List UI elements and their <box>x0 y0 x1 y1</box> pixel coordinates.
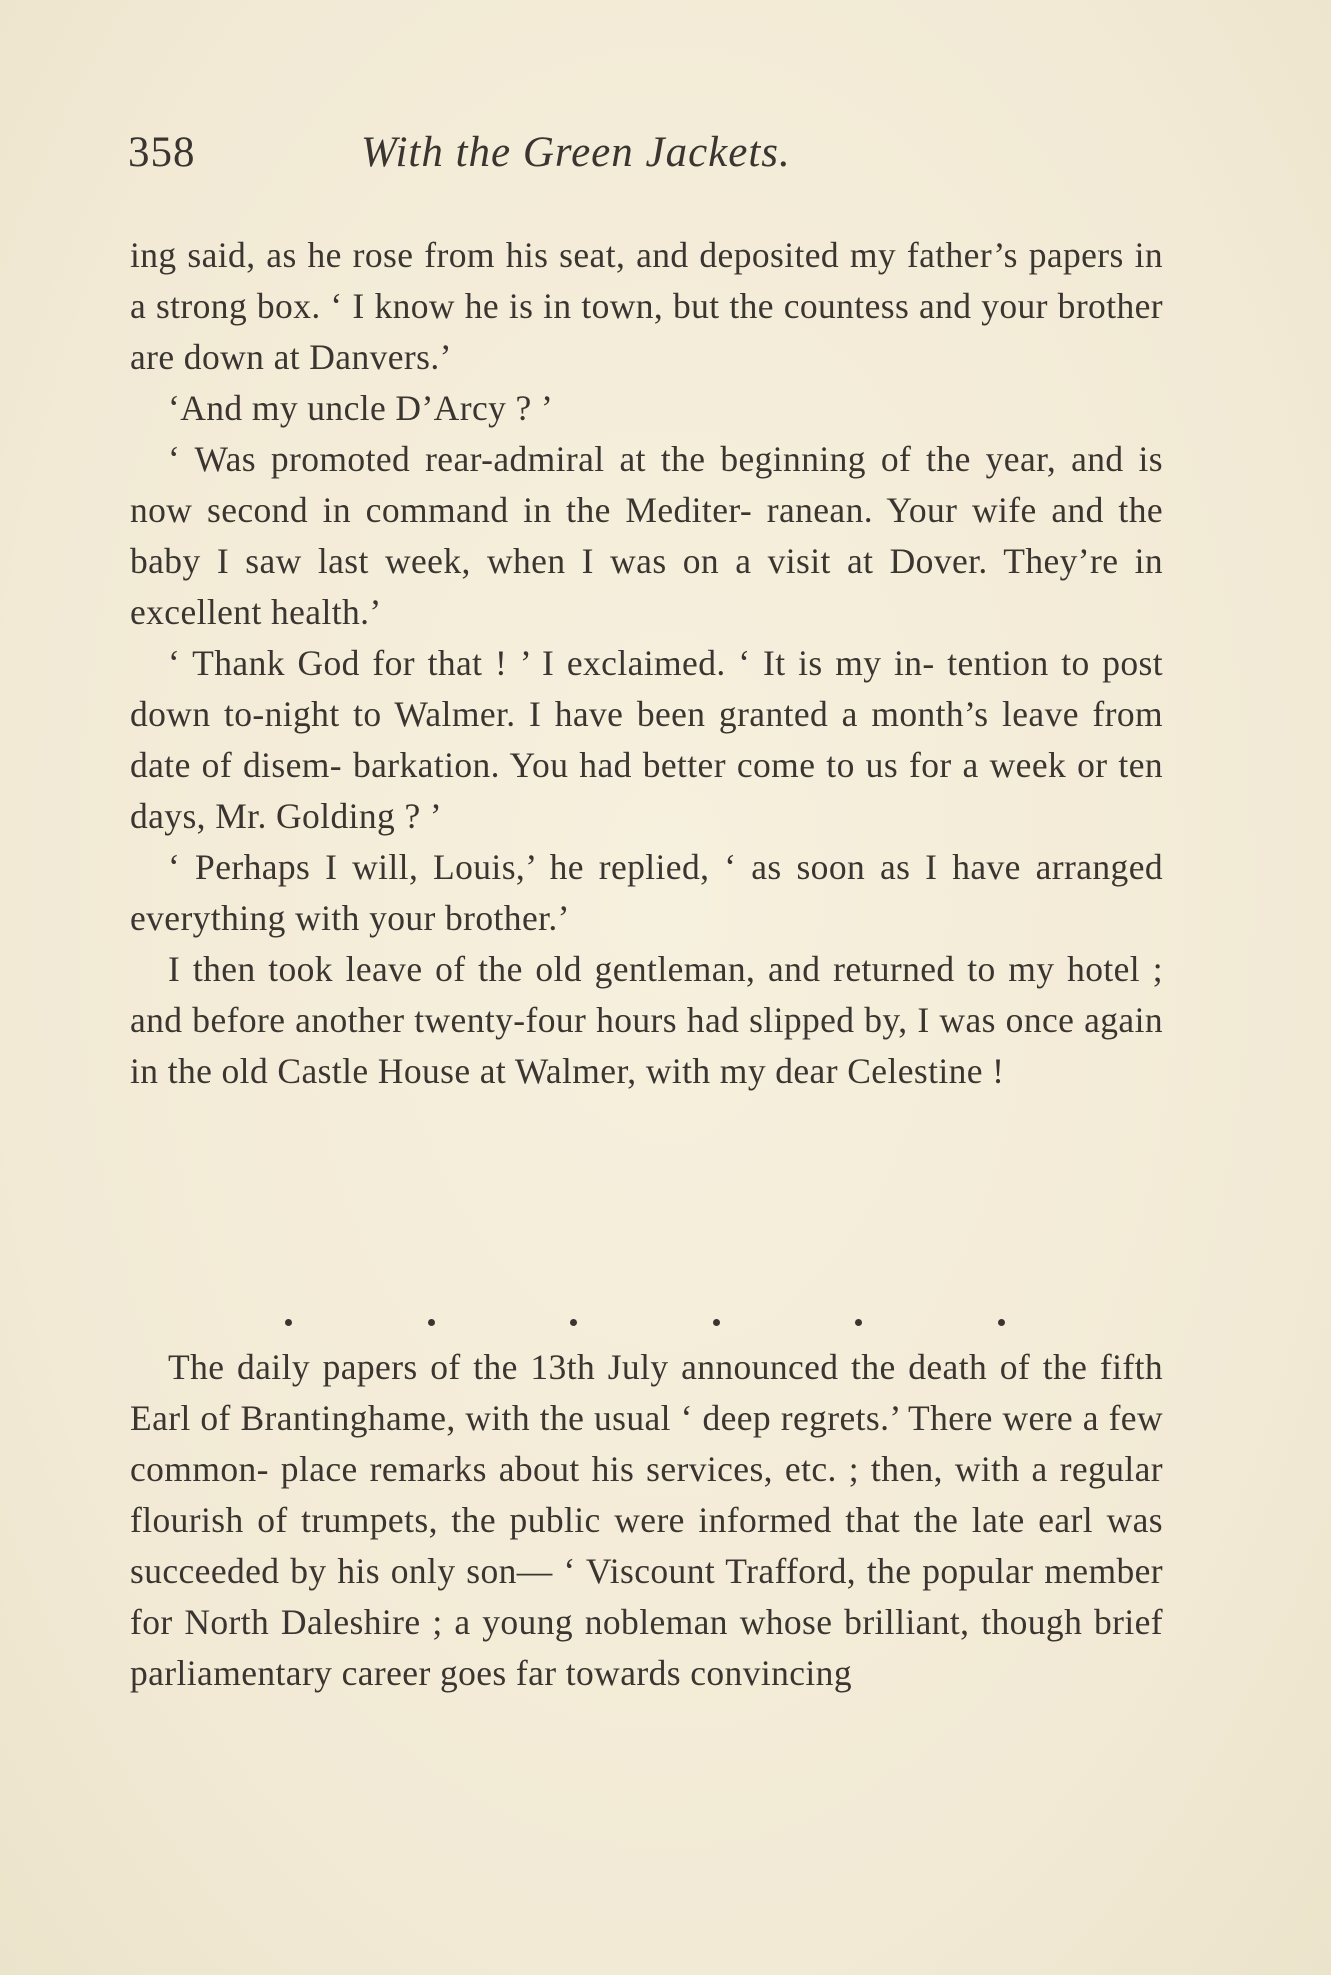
page-header <box>128 128 1163 188</box>
section-break-dot <box>285 1319 292 1326</box>
paragraph: ‘ Was promoted rear-admiral at the beginning of the year, and is now second in command in the Mediter- ranean. Your wife and the baby I saw last week, when I was on a visit at Dover. They’re in excellent health.’ <box>130 439 1163 632</box>
section-break-dot <box>570 1319 577 1326</box>
body-text-after-break <box>130 1342 1163 1699</box>
page-number: 358 <box>128 129 196 176</box>
section-break-dot <box>998 1319 1005 1326</box>
section-break-dot <box>428 1319 435 1326</box>
paragraph: ‘ Thank God for that ! ’ I exclaimed. ‘ It is my in- tention to post down to-night to Walmer. I have been granted a month’s leave from date of disem- barkation. You had better come to us for a week or ten days, Mr. Golding ? ’ <box>130 643 1163 836</box>
paragraph: I then took leave of the old gentleman, and returned to my hotel ; and before another twenty-four hours had slipped by, I was once again in the old Castle House at Walmer, with my dear Celestine ! <box>130 949 1163 1091</box>
paragraph: ing said, as he rose from his seat, and deposited my father’s papers in a strong box. ‘ I know he is in town, but the countess and your brother are down at Danvers.’ <box>130 235 1163 377</box>
body-text-before-break <box>130 230 1163 1097</box>
paragraph: ‘ Perhaps I will, Louis,’ he replied, ‘ as soon as I have arranged everything with your brother.’ <box>130 847 1163 938</box>
section-break <box>285 1312 1005 1332</box>
paragraph: The daily papers of the 13th July announced the death of the fifth Earl of Brantinghame, with the usual ‘ deep regrets.’ There were a few common- place remarks about his services, etc. ; then, with a regular flourish of trumpets, the public were informed that the late earl was succeeded by his only son— ‘ Viscount Trafford, the popular member for North Daleshire ; a young nobleman whose brilliant, though brief parliamentary career goes far towards convincing <box>130 1347 1163 1693</box>
running-title: With the Green Jackets. <box>361 129 791 176</box>
section-break-dot <box>855 1319 862 1326</box>
section-break-dot <box>713 1319 720 1326</box>
paragraph: ‘And my uncle D’Arcy ? ’ <box>168 388 554 428</box>
